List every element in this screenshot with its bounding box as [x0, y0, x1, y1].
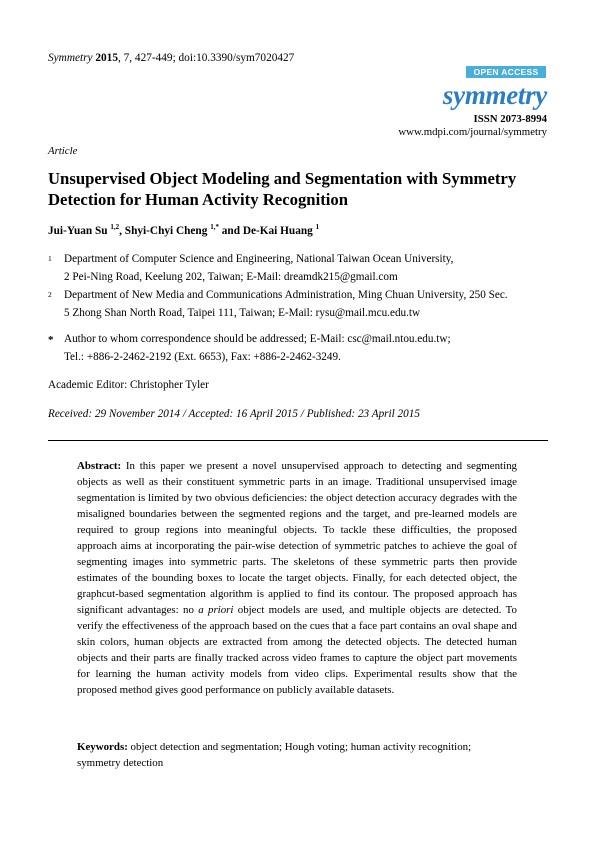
affiliation-2 — [48, 286, 558, 322]
affiliation-1 — [48, 250, 558, 286]
abstract-italic-text: a priori — [198, 604, 234, 616]
affiliation-number: 2 — [48, 290, 52, 299]
corresponding-line: Tel.: +886-2-2462-2192 (Ext. 6653), Fax: +886-2-2462-3249. — [64, 351, 341, 363]
affiliation-line: Department of Computer Science and Engineering, National Taiwan Ocean University, — [64, 253, 454, 265]
affiliation-line: 5 Zhong Shan North Road, Taipei 111, Taiwan; E-Mail: rysu@mail.mcu.edu.tw — [64, 307, 421, 319]
author-affiliation-mark: 1,2 — [110, 223, 120, 232]
journal-name: Symmetry — [48, 52, 93, 64]
affiliation-line: Department of New Media and Communications Administration, Ming Chuan University, 250 Sec. — [64, 289, 508, 301]
author-separator: , — [119, 225, 125, 237]
corresponding-author — [48, 330, 558, 366]
keywords-label: Keywords: — [77, 741, 128, 753]
volume-pages-doi: , 7, 427-449; doi:10.3390/sym7020427 — [117, 52, 295, 64]
abstract — [77, 458, 517, 698]
author-affiliation-mark: 1 — [315, 223, 320, 232]
open-access-badge: OPEN ACCESS — [466, 66, 546, 78]
academic-editor: Academic Editor: Christopher Tyler — [48, 379, 209, 391]
journal-year: 2015 — [95, 52, 118, 64]
article-type: Article — [48, 145, 78, 157]
section-divider — [48, 440, 548, 441]
journal-logo: symmetry — [442, 80, 547, 110]
paper-title: Unsupervised Object Modeling and Segmentation with Symmetry Detection for Human Activity Recognition — [48, 169, 517, 209]
issn: ISSN 2073-8994 — [473, 113, 547, 125]
author-affiliation-mark: 1,* — [210, 223, 219, 232]
corresponding-line: Author to whom correspondence should be addressed; E-Mail: csc@mail.ntou.edu.tw; — [64, 333, 451, 345]
keywords — [77, 739, 517, 771]
abstract-text-continued: object models are used, and multiple objects are detected. To verify the effectiveness of the approach based on the cues that a face part contains an oval shape and skin colors, human objects are extracted from among the detected objects. The detected human objects and their parts are finally tracked across video frames to capture the object part movements for learning the human activity models from video clips. Experimental results show that the proposed method gives good performance on publicly available datasets. — [77, 604, 517, 696]
author-name: Shyi-Chyi Cheng — [124, 225, 208, 237]
citation-line — [48, 52, 294, 64]
author-name: Jui-Yuan Su — [48, 225, 108, 237]
author-name: De-Kai Huang — [242, 225, 313, 237]
corresponding-mark: * — [48, 334, 54, 346]
journal-website-link[interactable]: www.mdpi.com/journal/symmetry — [398, 126, 547, 138]
affiliation-number: 1 — [48, 254, 52, 263]
author-list — [48, 225, 319, 237]
abstract-text: In this paper we present a novel unsupervised approach to detecting and segmenting objects as well as their constituent symmetric parts in an image. Traditional unsupervised image segmentation is limited by two obvious deficiencies: the object detection accuracy degrades with the misaligned boundaries between the segmented regions and the target, and pre-learned models are required to group regions into meaningful objects. To tackle these difficulties, the proposed approach aims at incorporating the pair-wise detection of symmetric patches to achieve the goal of segmenting images into symmetric parts. The skeletons of these symmetric parts then provide estimates of the bounding boxes to locate the target objects. Finally, for each detected object, the graphcut-based segmentation algorithm is applied to find its contour. The proposed approach has significant advantages: no — [77, 460, 517, 616]
affiliation-line: 2 Pei-Ning Road, Keelung 202, Taiwan; E-Mail: dreamdk215@gmail.com — [64, 271, 398, 283]
abstract-label: Abstract: — [77, 460, 122, 472]
author-separator: and — [218, 225, 243, 237]
publication-dates: Received: 29 November 2014 / Accepted: 16 April 2015 / Published: 23 April 2015 — [48, 408, 420, 420]
keywords-text: object detection and segmentation; Hough voting; human activity recognition; symmetry detection — [77, 741, 472, 769]
